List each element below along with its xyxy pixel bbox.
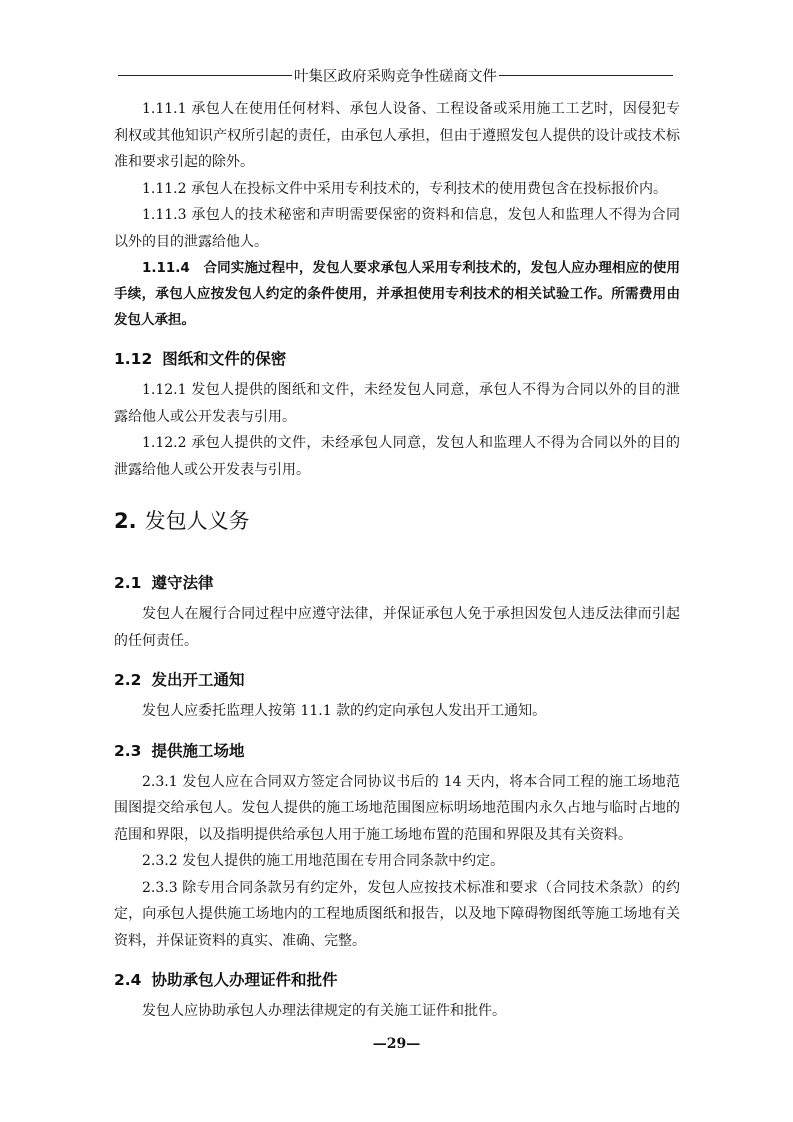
clause-1-11-4: 1.11.4 合同实施过程中，发包人要求承包人采用专利技术的，发包人应办理相应的使用手续，承包人应按发包人约定的条件使用，并承担使用专利技术的相关试验工作。所需费用由发包人承担。: [114, 260, 680, 328]
header-title: 叶集区政府采购竞争性磋商文件: [294, 68, 497, 85]
chapter-title: 发包人义务: [144, 509, 250, 533]
page-number: —29—: [372, 1036, 421, 1052]
clause-1-11-2: 1.11.2 承包人在投标文件中采用专利技术的，专利技术的使用费包含在投标报价内。: [142, 180, 667, 197]
section-title: 遵守法律: [151, 574, 214, 592]
clause-2-3-3: 2.3.3 除专用合同条款另有约定外，发包人应按技术标准和要求（合同技术条款）的约定，向承包人提供施工场地内的工程地质图纸和报告，以及地下障碍物图纸等施工场地有关资料，并保证资料的真实、准确、完整。: [114, 879, 680, 949]
section-title: 提供施工场地: [151, 741, 245, 760]
section-number: 2.1: [114, 574, 142, 592]
section-heading-2-1: [114, 571, 680, 595]
clause-2-1: 发包人在履行合同过程中应遵守法律，并保证承包人免于承担因发包人违反法律而引起的任何责任。: [114, 606, 680, 649]
section-title: 协助承包人办理证件和批件: [151, 971, 338, 989]
header-rule-right: [499, 75, 673, 76]
section-heading-2-3: [114, 739, 680, 763]
chapter-heading-2: [114, 505, 680, 537]
section-number: 1.12: [114, 350, 153, 368]
page-header: [118, 64, 673, 86]
section-number: 2.4: [114, 971, 142, 989]
header-rule-left: [118, 75, 292, 76]
section-heading-2-2: [114, 668, 680, 692]
section-number: 2.3: [114, 741, 142, 760]
section-number: 2.2: [114, 671, 142, 689]
clause-1-12-2: 1.12.2 承包人提供的文件，未经承包人同意，发包人和监理人不得为合同以外的目的泄露给他人或公开发表与引用。: [114, 435, 680, 478]
clause-1-11-3: 1.11.3 承包人的技术秘密和声明需要保密的资料和信息，发包人和监理人不得为合同以外的目的泄露给他人。: [114, 207, 680, 250]
clause-1-12-1: 1.12.1 发包人提供的图纸和文件，未经发包人同意，承包人不得为合同以外的目的泄露给他人或公开发表与引用。: [114, 382, 680, 425]
clause-2-3-2: 2.3.2 发包人提供的施工用地范围在专用合同条款中约定。: [142, 853, 505, 869]
chapter-number: 2.: [114, 509, 137, 533]
clause-1-11-1: 1.11.1 承包人在使用任何材料、承包人设备、工程设备或采用施工工艺时，因侵犯专利权或其他知识产权所引起的责任，由承包人承担，但由于遵照发包人提供的设计或技术标准和要求引起的除外。: [114, 101, 680, 170]
section-heading-2-4: [114, 968, 680, 992]
clause-2-2: 发包人应委托监理人按第 11.1 款的约定向承包人发出开工通知。: [142, 703, 547, 719]
clause-2-4: 发包人应协助承包人办理法律规定的有关施工证件和批件。: [142, 1003, 506, 1019]
section-title: 发出开工通知: [151, 671, 245, 689]
section-title: 图纸和文件的保密: [162, 350, 287, 368]
section-heading-1-12: [114, 347, 680, 371]
clause-2-3-1: 2.3.1 发包人应在合同双方签定合同协议书后的 14 天内，将本合同工程的施工场地范围图提交给承包人。发包人提供的施工场地范围图应标明场地范围内永久占地与临时占地的范围和界限，以及指明提供给承包人用于施工场地布置的范围和界限及其有关资料。: [114, 773, 680, 843]
page-content: [114, 96, 680, 1025]
